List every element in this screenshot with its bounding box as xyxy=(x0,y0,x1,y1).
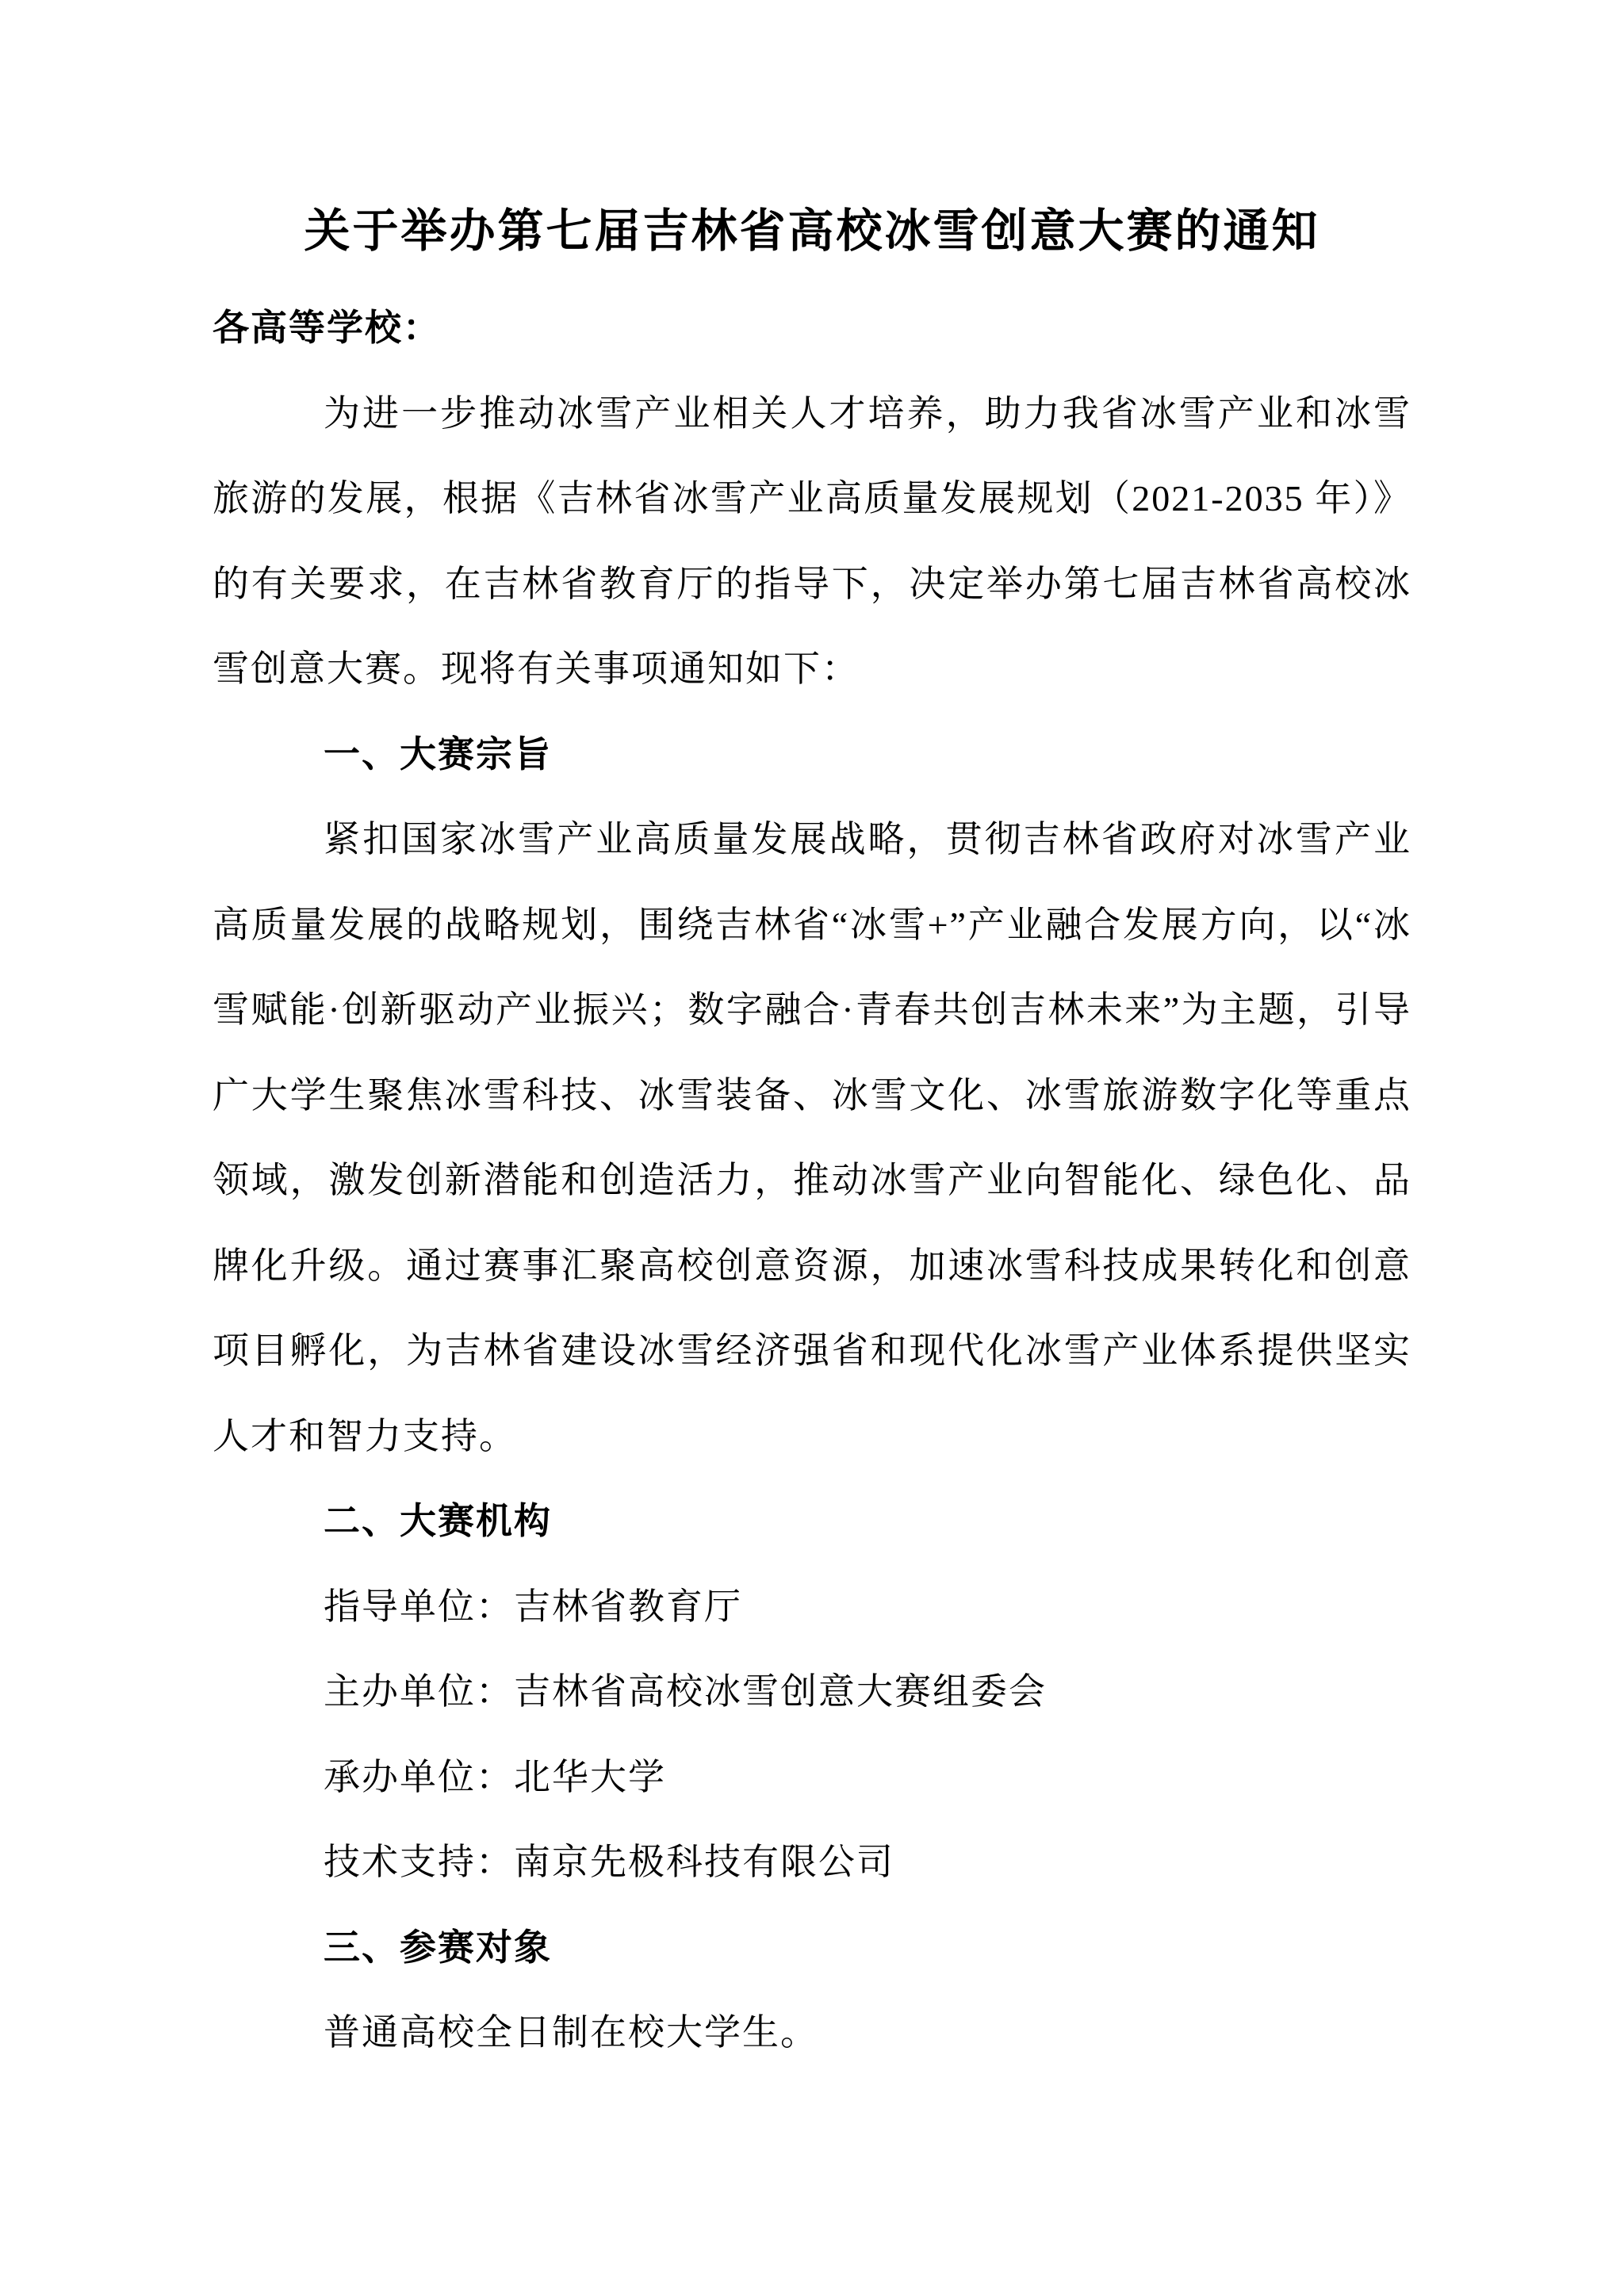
intro-paragraph: 为进一步推动冰雪产业相关人才培养，助力我省冰雪产业和冰雪旅游的发展，根据《吉林省冰雪产业高质量发展规划（2021-2035 年）》的有关要求，在吉林省教育厅的指导下，决定举办第七届吉林省高校冰雪创意大赛。现将有关事项通知如下： xyxy=(213,392,1411,689)
section-2-item-organizer-unit: 承办单位：北华大学 xyxy=(324,1756,666,1797)
section-2-item-guidance-unit: 指导单位：吉林省教育厅 xyxy=(324,1586,742,1627)
section-1-body: 紧扣国家冰雪产业高质量发展战略，贯彻吉林省政府对冰雪产业高质量发展的战略规划，围绕吉林省“冰雪+”产业融合发展方向，以“冰雪赋能·创新驱动产业振兴；数字融合·青春共创吉林未来”为主题，引导广大学生聚焦冰雪科技、冰雪装备、冰雪文化、冰雪旅游数字化等重点领域，激发创新潜能和创造活力，推动冰雪产业向智能化、绿色化、品牌化升级。通过赛事汇聚高校创意资源，加速冰雪科技成果转化和创意项目孵化，为吉林省建设冰雪经济强省和现代化冰雪产业体系提供坚实人才和智力支持。 xyxy=(213,819,1411,1456)
section-2-item-host-unit: 主办单位：吉林省高校冰雪创意大赛组委会 xyxy=(324,1671,1047,1712)
section-3-heading: 三、参赛对象 xyxy=(324,1927,552,1968)
section-2-item-technical-support: 技术支持：南京先极科技有限公司 xyxy=(324,1842,894,1882)
section-2-heading: 二、大赛机构 xyxy=(324,1501,552,1541)
document-body xyxy=(213,285,1411,2076)
salutation: 各高等学校： xyxy=(213,308,441,348)
section-3-body: 普通高校全日制在校大学生。 xyxy=(324,2012,818,2053)
document-title: 关于举办第七届吉林省高校冰雪创意大赛的通知 xyxy=(304,205,1320,257)
section-1-heading: 一、大赛宗旨 xyxy=(324,733,552,775)
